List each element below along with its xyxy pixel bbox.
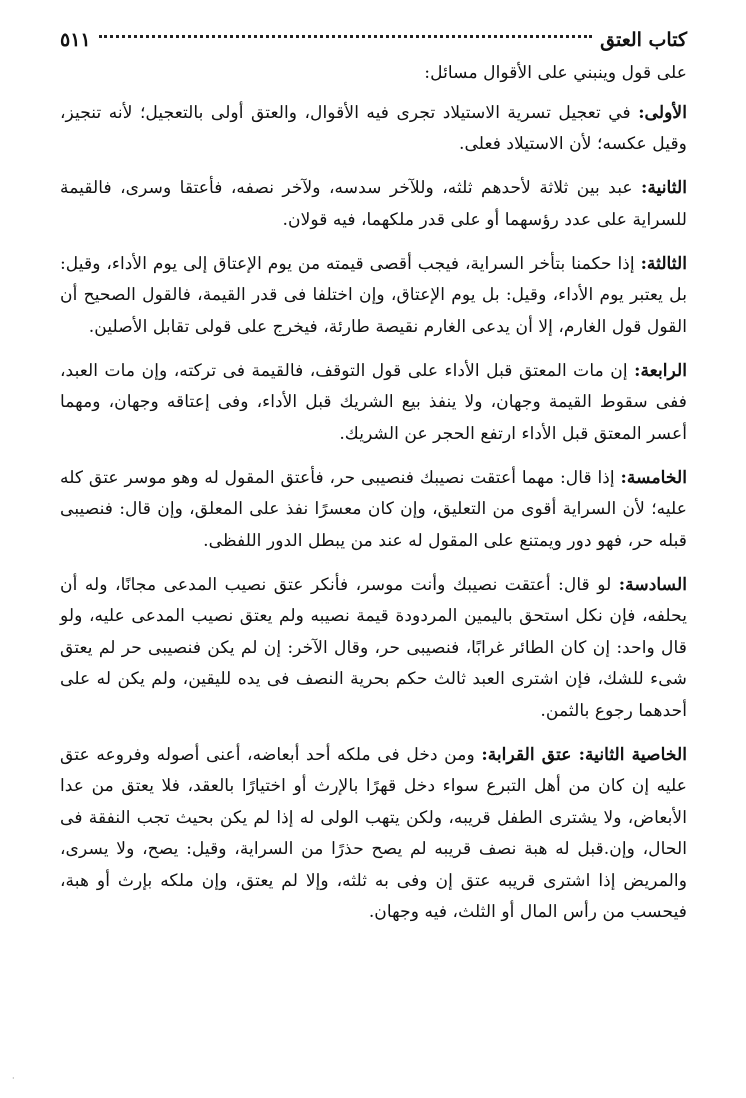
- dot-leader: [99, 35, 592, 38]
- issue-text: إن مات المعتق قبل الأداء على قول التوقف، فالقيمة فى تركته، وإن مات العبد، ففى سقوط القيمة وجهان، ولا ينفذ بيع الشريك قبل الأداء، وفى إعتاقه وجهان، ومهما أعسر المعتق قبل الأداء ارتفع الحجر عن الشريك.: [60, 360, 687, 444]
- issue-text: عبد بين ثلاثة لأحدهم ثلثه، وللآخر سدسه، ولآخر نصفه، فأعتقا وسرى، فالقيمة للسراية على عدد رؤسهما أو على قدر ملكهما، فيه قولان.: [60, 178, 687, 230]
- issue-text: إذا حكمنا بتأخر السراية، فيجب أقصى قيمته من يوم الإعتاق إلى يوم الأداء، وقيل: بل يعتبر يوم الأداء، وقيل: بل يوم الإعتاق، وإن اختلفا فى قدر القيمة، فالقول الصحيح أن القول قول الغارم، إلا أن يدعى الغارم نقيصة طارئة، فيخرج على قولى تقابل الأصلين.: [60, 253, 687, 337]
- issue-label: الثالثة:: [640, 253, 687, 274]
- issue-paragraph: [60, 356, 687, 451]
- issue-text: لو قال: أعتقت نصيبك وأنت موسر، فأنكر عتق نصيب المدعى مجانًا، وله أن يحلفه، فإن نكل استحق باليمين المردودة قيمة نصيبه ولم يعتق نصيب المدعى عليه، ولو قال واحد: إن كان الطائر غرابًا، فنصيبى حر، وقال الآخر: إن لم يكن فنصيبى حر لم يعتق شىء للشك، فإن اشترى العبد ثالث حكم بحرية النصف فى يده لليقين، ولم يكن له على أحدهما رجوع بالثمن.: [60, 574, 687, 721]
- issue-label: السادسة:: [618, 574, 687, 595]
- issue-text: إذا قال: مهما أعتقت نصيبك فنصيبى حر، فأعتق المقول له وهو موسر عتق كله عليه؛ لأن السراية أقوى من التعليق، وإن كان معسرًا نفذ على المعلق، وإن قال: فنصيبى قبله حر، فهو دور ويمتنع على المقول له عند من يبطل الدور اللفظى.: [60, 467, 687, 551]
- issue-label: الرابعة:: [634, 360, 687, 381]
- issue-label: الخامسة:: [620, 467, 687, 488]
- issue-paragraph: [60, 173, 687, 236]
- issue-paragraph: [60, 98, 687, 161]
- section-text: ومن دخل فى ملكه أحد أبعاضه، أعنى أصوله وفروعه عتق عليه إن كان من أهل التبرع سواء دخل قهرًا بالإرث أو اختيارًا بالعقد، فلا يعتق من عدا الأبعاض، ولا يشترى الطفل قريبه، ولكن يتهب الولى له إذا لم يكن بحيث تجب النفقة فى الحال، وإن.قبل له هبة نصف قريبه لم يصح حذرًا من السراية، وقيل: يصح، ولا يسرى، والمريض إذا اشترى قريبه عتق إن وفى به ثلثه، وإلا لم يعتق، وإن ملكه بإرث أو هبة، فيحسب من رأس المال أو الثلث، فيه وجهان.: [60, 744, 687, 922]
- book-page: [60, 22, 687, 941]
- issue-paragraph: [60, 249, 687, 344]
- issue-paragraph: [60, 463, 687, 558]
- margin-mark: ·: [12, 1074, 15, 1083]
- section-paragraph: [60, 740, 687, 929]
- page-number: ٥١١: [60, 29, 91, 51]
- body-text: [60, 58, 687, 929]
- issue-label: الثانية:: [641, 178, 687, 198]
- section-label: الخاصية الثانية: عتق القرابة:: [481, 744, 687, 765]
- issue-label: الأولى:: [638, 102, 687, 123]
- issue-paragraph: [60, 570, 687, 728]
- issue-text: في تعجيل تسرية الاستيلاد تجرى فيه الأقوال، والعتق أولى بالتعجيل؛ لأنه تنجيز، وقيل عكسه؛ لأن الاستيلاد فعلى.: [60, 102, 687, 154]
- intro-paragraph: على قول وينبني على الأقوال مسائل:: [424, 63, 687, 83]
- running-header: [60, 22, 687, 58]
- chapter-title: كتاب العتق: [600, 29, 687, 51]
